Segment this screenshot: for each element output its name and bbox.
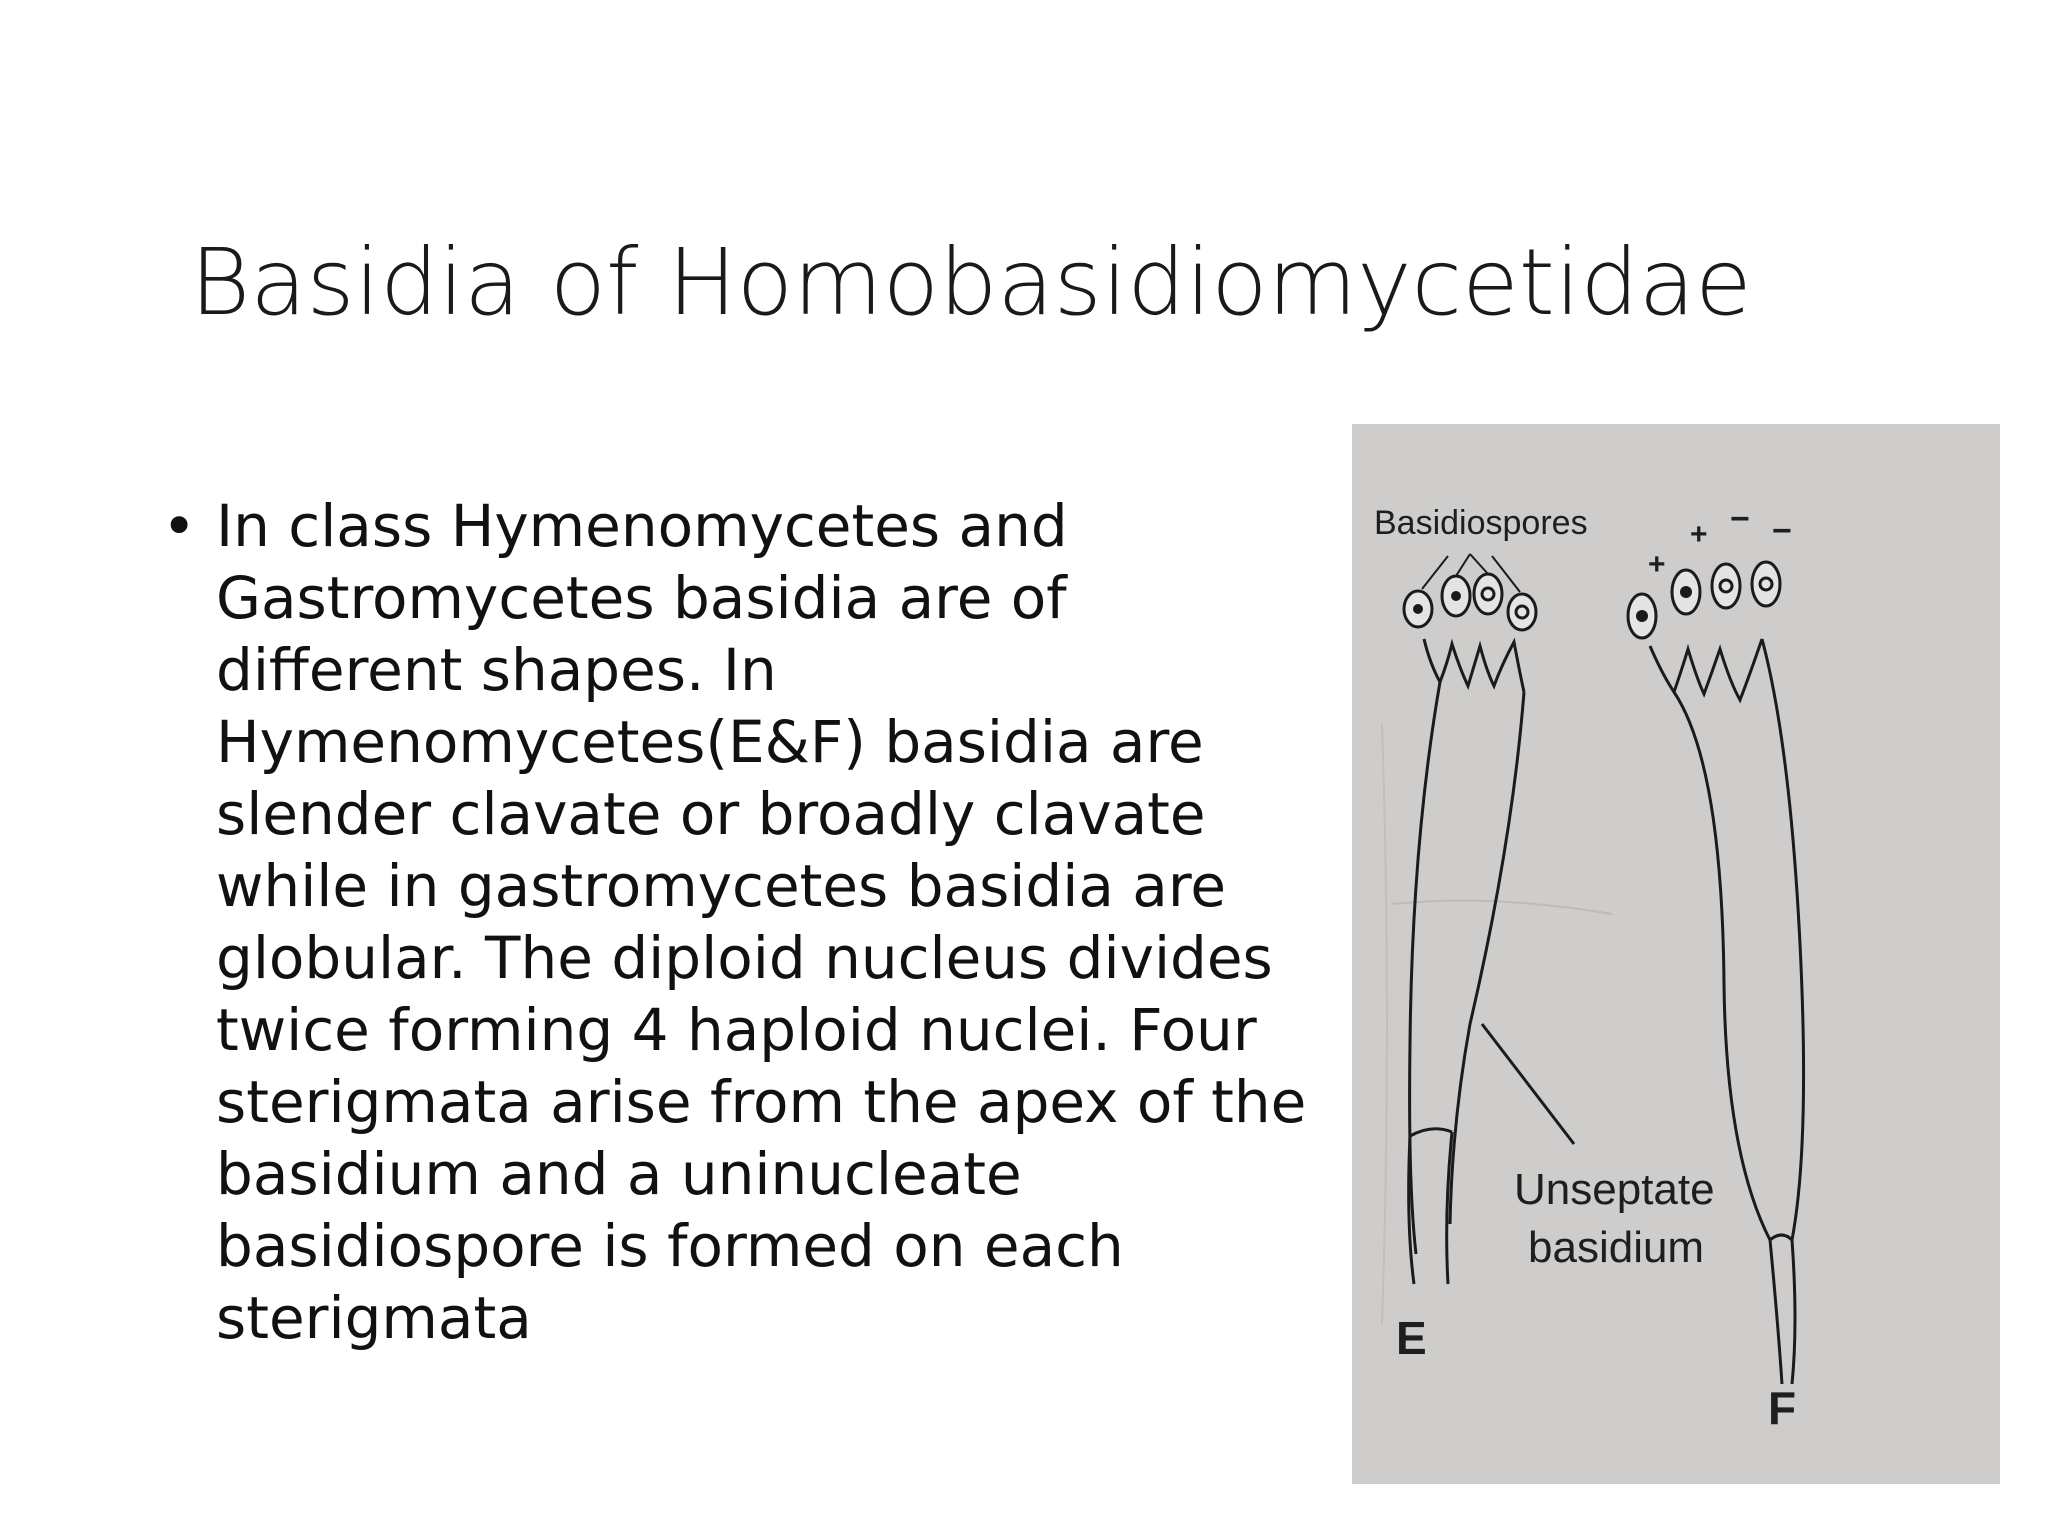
plus-sign: + — [1690, 518, 1708, 551]
spore-e-4 — [1508, 594, 1536, 630]
spore-e-3 — [1474, 574, 1502, 614]
bullet-item — [160, 490, 1310, 1354]
bullet-text: In class Hymenomycetes and Gastromycetes basidia are of different shapes. In Hymenomycetes(E&F) basidia are slender clavate or broadly clavate while in gastromycetes basidia are globular. The diploid nucleus divides twice forming 4 haploid nuclei. Four sterigmata arise from the apex of the basidium and a uninucleate basidiospore is formed on each sterigmata — [216, 492, 1307, 1352]
nucleus-f-2 — [1680, 586, 1692, 598]
nucleus-e-1 — [1413, 604, 1423, 614]
unseptate-label-line2: basidium — [1528, 1223, 1705, 1272]
minus-sign: − — [1772, 512, 1792, 550]
bullet-marker: • — [162, 492, 197, 560]
bullet-list — [160, 490, 1310, 1354]
spore-f-4 — [1752, 562, 1780, 606]
slide-title: Basidia of Homobasidiomycetidae — [190, 229, 1752, 336]
basidia-illustration — [1352, 424, 2000, 1484]
nucleus-e-2 — [1451, 591, 1461, 601]
basidia-figure — [1352, 424, 2000, 1484]
plus-sign: + — [1648, 548, 1666, 581]
panel-label-e: E — [1396, 1312, 1427, 1364]
basidiospores-label: Basidiospores — [1374, 504, 1588, 542]
nucleus-f-1 — [1636, 610, 1648, 622]
panel-label-f: F — [1768, 1382, 1797, 1434]
spore-f-3 — [1712, 564, 1740, 608]
minus-sign: − — [1730, 500, 1750, 538]
unseptate-label-line1: Unseptate — [1514, 1165, 1715, 1214]
